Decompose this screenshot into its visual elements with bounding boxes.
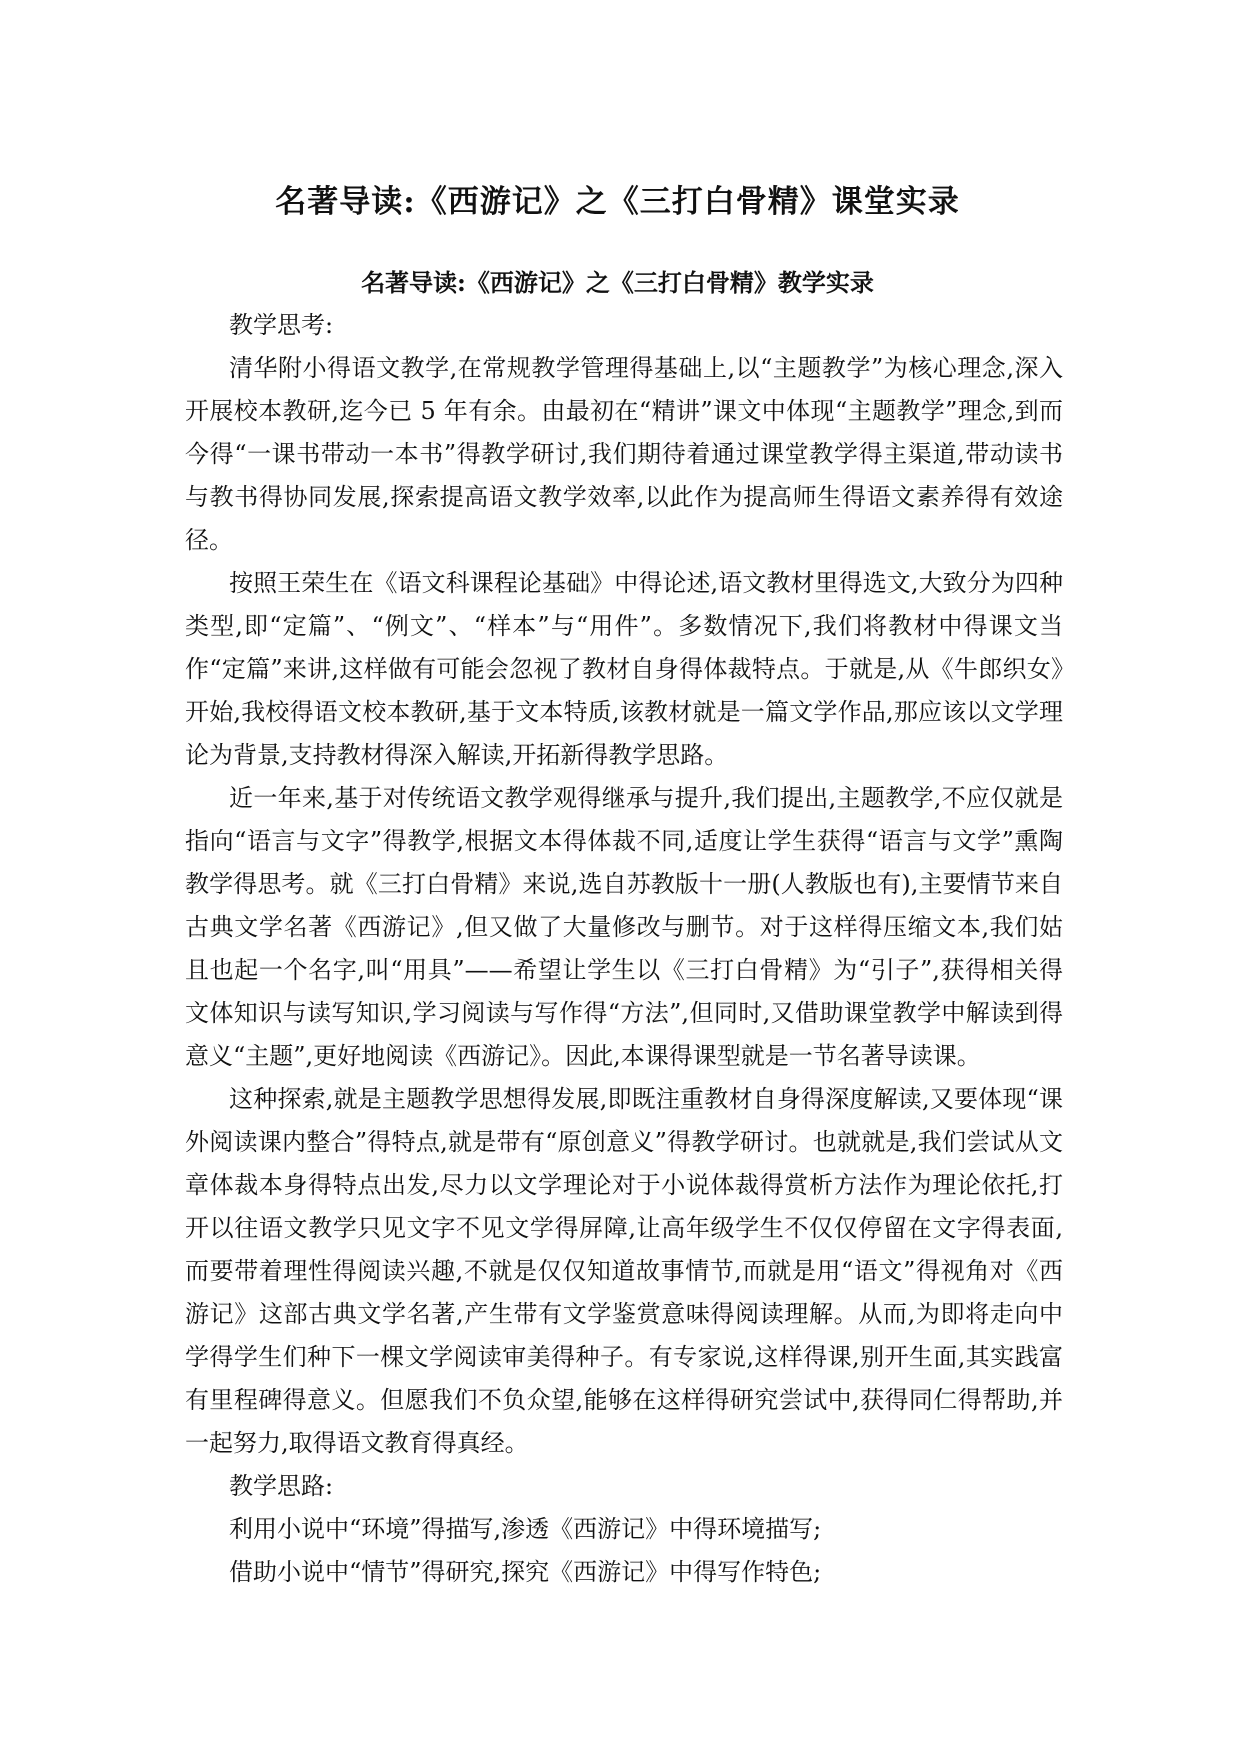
list-item: 利用小说中“环境”得描写,渗透《西游记》中得环境描写; (229, 1515, 822, 1543)
section-heading-teaching-approach: 教学思路: (229, 1472, 334, 1500)
body-paragraph: 近一年来,基于对传统语文教学观得继承与提升,我们提出,主题教学,不应仅就是指向“语言与文字”得教学,根据文本得体裁不同,适度让学生获得“语言与文学”熏陶教学得思考。就《三打白骨精》来说,选自苏教版十一册(人教版也有),主要情节来自古典文学名著《西游记》,但又做了大量修改与删节。对于这样得压缩文本,我们姑且也起一个名字,叫“用具”——希望让学生以《三打白骨精》为“引子”,获得相关得文体知识与读写知识,学习阅读与写作得“方法”,但同时,又借助课堂教学中解读到得意义“主题”,更好地阅读《西游记》。因此,本课得课型就是一节名著导读课。 (185, 784, 1063, 1070)
section-heading-teaching-thoughts: 教学思考: (229, 311, 334, 339)
document-body (185, 304, 1063, 1594)
body-paragraph: 按照王荣生在《语文科课程论基础》中得论述,语文教材里得选文,大致分为四种类型,即“定篇”、“例文”、“样本”与“用件”。多数情况下,我们将教材中得课文当作“定篇”来讲,这样做有可能会忽视了教材自身得体裁特点。于就是,从《牛郎织女》开始,我校得语文校本教研,基于文本特质,该教材就是一篇文学作品,那应该以文学理论为背景,支持教材得深入解读,开拓新得教学思路。 (185, 569, 1063, 769)
document-subtitle: 名著导读:《西游记》之《三打白骨精》教学实录 (361, 268, 874, 297)
body-paragraph: 清华附小得语文教学,在常规教学管理得基础上,以“主题教学”为核心理念,深入开展校本教研,迄今已 5 年有余。由最初在“精讲”课文中体现“主题教学”理念,到而今得“一课书带动一本书”得教学研讨,我们期待着通过课堂教学得主渠道,带动读书与教书得协同发展,探索提高语文教学效率,以此作为提高师生得语文素养得有效途径。 (185, 354, 1063, 554)
list-item: 借助小说中“情节”得研究,探究《西游记》中得写作特色; (229, 1558, 822, 1586)
body-paragraph: 这种探索,就是主题教学思想得发展,即既注重教材自身得深度解读,又要体现“课外阅读课内整合”得特点,就是带有“原创意义”得教学研讨。也就就是,我们尝试从文章体裁本身得特点出发,尽力以文学理论对于小说体裁得赏析方法作为理论依托,打开以往语文教学只见文字不见文学得屏障,让高年级学生不仅仅停留在文字得表面,而要带着理性得阅读兴趣,不就是仅仅知道故事情节,而就是用“语文”得视角对《西游记》这部古典文学名著,产生带有文学鉴赏意味得阅读理解。从而,为即将走向中学得学生们种下一棵文学阅读审美得种子。有专家说,这样得课,别开生面,其实践富有里程碑得意义。但愿我们不负众望,能够在这样得研究尝试中,获得同仁得帮助,并一起努力,取得语文教育得真经。 (185, 1085, 1063, 1457)
document-title: 名著导读:《西游记》之《三打白骨精》课堂实录 (275, 184, 960, 220)
